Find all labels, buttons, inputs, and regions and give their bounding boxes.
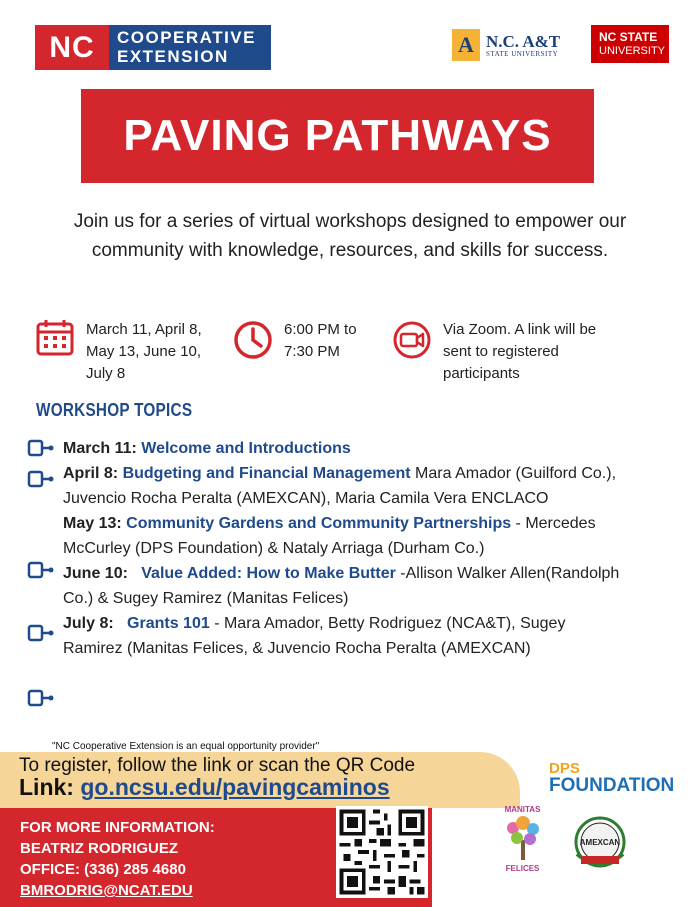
video-camera-icon bbox=[392, 320, 432, 360]
event-location: Via Zoom. A link will be sent to registered participants bbox=[443, 321, 597, 382]
ncat-logo-sub: STATE UNIVERSITY bbox=[486, 49, 559, 58]
ncstate-logo bbox=[591, 25, 669, 63]
ncat-logo-name: N.C. A&T bbox=[486, 31, 561, 51]
workshop-topics-list bbox=[63, 436, 623, 661]
contact-heading: FOR MORE INFORMATION: bbox=[20, 819, 215, 836]
bullet-icon bbox=[27, 439, 55, 457]
event-time: 6:00 PM to 7:30 PM bbox=[284, 321, 357, 360]
topic-item: May 13: Community Gardens and Community Partnerships - Mercedes McCurley (DPS Foundation) & Nataly Arriaga (Durham Co.) bbox=[63, 515, 596, 557]
contact-office: OFFICE: (336) 285 4680 bbox=[20, 861, 186, 878]
event-title: PAVING PATHWAYS bbox=[81, 89, 594, 183]
intro-text: Join us for a series of virtual workshops designed to empower our community with knowledge, resources, and skills for success. bbox=[73, 211, 627, 261]
manitas-logo-top: MANITAS bbox=[504, 805, 541, 814]
contact-info bbox=[20, 817, 215, 901]
dps-foundation-logo bbox=[549, 760, 674, 797]
contact-name: BEATRIZ RODRIGUEZ bbox=[20, 840, 179, 857]
ncstate-logo-line1: NC STATE bbox=[599, 30, 658, 44]
dps-logo-bottom: FOUNDATION bbox=[549, 775, 675, 796]
register-link-row bbox=[19, 774, 390, 801]
clock-icon bbox=[233, 320, 273, 360]
register-link[interactable]: go.ncsu.edu/pavingcaminos bbox=[80, 774, 390, 800]
manitas-felices-logo bbox=[495, 805, 550, 873]
nc-logo-line1: COOPERATIVE bbox=[117, 28, 256, 47]
tree-icon bbox=[501, 814, 545, 862]
event-dates: March 11, April 8, May 13, June 10, July 8 bbox=[86, 321, 202, 382]
equal-opportunity-notice: "NC Cooperative Extension is an equal opportunity provider" bbox=[52, 741, 320, 752]
workshop-topics-heading: WORKSHOP TOPICS bbox=[36, 400, 193, 420]
ncstate-logo-line2: UNIVERSITY bbox=[599, 45, 666, 57]
nc-cooperative-extension-logo bbox=[35, 25, 271, 70]
topic-item: July 8: Grants 101 - Mara Amador, Betty Rodriguez (NCA&T), Sugey Ramirez (Manitas Felices, & Juvencio Rocha Peralta (AMEXCAN) bbox=[63, 615, 566, 657]
ncat-logo-mark: A bbox=[452, 29, 480, 61]
register-instructions: To register, follow the link or scan the QR Code bbox=[19, 755, 416, 776]
topic-item: April 8: Budgeting and Financial Management Mara Amador (Guilford Co.), Juvencio Rocha Peralta (AMEXCAN), Maria Camila Vera ENCLACO bbox=[63, 465, 617, 507]
nc-logo-mark: NC bbox=[35, 25, 109, 70]
amexcan-logo-text: AMEXCAN bbox=[579, 838, 621, 847]
qr-code[interactable] bbox=[336, 806, 428, 898]
bullet-icon bbox=[27, 561, 55, 579]
contact-email[interactable]: BMRODRIG@NCAT.EDU bbox=[20, 882, 193, 899]
bullet-icon bbox=[27, 689, 55, 707]
bullet-icon bbox=[27, 624, 55, 642]
dps-logo-top: DPS bbox=[549, 760, 580, 777]
bullet-icon bbox=[27, 470, 55, 488]
manitas-logo-bottom: FELICES bbox=[505, 864, 540, 873]
calendar-icon bbox=[35, 318, 75, 358]
nc-logo-line2: EXTENSION bbox=[117, 47, 229, 66]
ncat-logo bbox=[452, 28, 572, 62]
register-link-label: Link: bbox=[19, 774, 74, 800]
topic-item: March 11: Welcome and Introductions bbox=[63, 440, 351, 457]
amexcan-logo bbox=[567, 812, 633, 878]
topic-item: June 10: Value Added: How to Make Butter -Allison Walker Allen(Randolph Co.) & Sugey Ramirez (Manitas Felices) bbox=[63, 565, 620, 607]
